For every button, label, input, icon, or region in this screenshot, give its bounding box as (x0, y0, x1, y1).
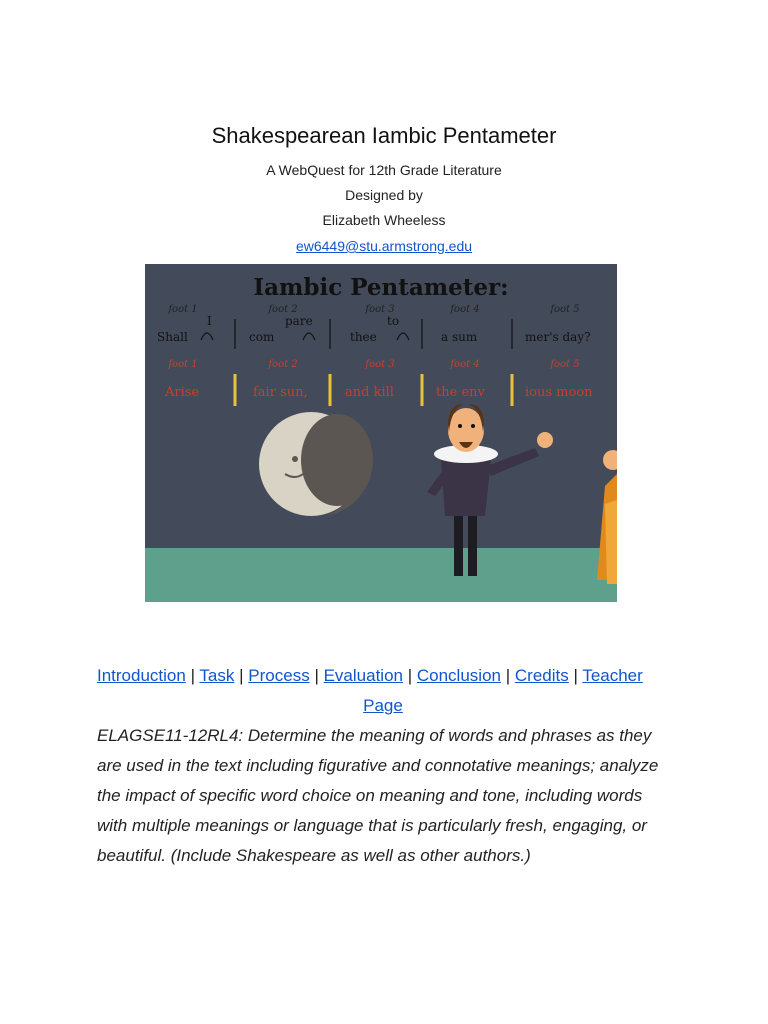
row2-word: the env (436, 385, 485, 400)
row1-syllable: a sum (441, 330, 478, 344)
designed-by-label: Designed by (345, 187, 423, 203)
iambic-pentameter-image (145, 264, 617, 602)
row1-syllable: to (387, 314, 400, 328)
nav-separator: | (573, 666, 578, 685)
row1-foot-label: foot 2 (268, 304, 298, 315)
row1-syllable: com (249, 330, 275, 344)
nav-separator: | (407, 666, 413, 685)
nav-link-teacher-page-cont[interactable]: Page (363, 696, 403, 715)
nav-link-introduction[interactable]: Introduction (97, 666, 186, 685)
nav-link-task[interactable]: Task (199, 666, 235, 685)
row2-foot-label: foot 3 (365, 359, 395, 370)
row2-foot-label: foot 4 (450, 359, 480, 370)
row2-foot-label: foot 1 (168, 359, 198, 370)
nav-link-teacher-page[interactable]: Teacher (582, 666, 643, 685)
row1-syllable: mer's day? (525, 330, 591, 344)
row2-foot-label: foot 2 (268, 359, 298, 370)
nav-link-evaluation[interactable]: Evaluation (323, 666, 403, 685)
standard-description: ELAGSE11-12RL4: Determine the meaning of words and phrases as they are used in the text including figurative and connotative meanings; analyze the impact of specific word choice on meaning and tone, including words with multiple meanings or language that is particularly fresh, engaging, or beautiful. (Include Shakespeare as well as other authors.) (97, 726, 659, 865)
row2-word: ious moon (525, 385, 593, 400)
navigation-links (97, 661, 669, 721)
row1-syllable: pare (285, 314, 313, 328)
author-email-link[interactable]: ew6449@stu.armstrong.edu (295, 238, 473, 254)
email-container (0, 238, 768, 254)
nav-separator: | (190, 666, 195, 685)
row1-foot-label: foot 3 (365, 304, 395, 315)
page-title: Shakespearean Iambic Pentameter (211, 123, 557, 148)
image-heading: Iambic Pentameter: (253, 274, 509, 301)
nav-link-credits[interactable]: Credits (514, 666, 569, 685)
nav-separator: | (314, 666, 319, 685)
row2-word: fair sun, (253, 385, 308, 400)
nav-link-process[interactable]: Process (248, 666, 310, 685)
nav-line2 (97, 691, 669, 721)
row1-syllable: I (207, 314, 212, 328)
row2-foot-label: foot 5 (550, 359, 580, 370)
author-name: Elizabeth Wheeless (322, 212, 446, 228)
row2-word: Arise (165, 385, 200, 400)
row1-syllable: Shall (157, 330, 188, 344)
row1-foot-label: foot 4 (450, 304, 480, 315)
row1-foot-label: foot 1 (168, 304, 198, 315)
row1-foot-label: foot 5 (550, 304, 580, 315)
nav-separator: | (239, 666, 244, 685)
row2-word: and kill (345, 385, 394, 400)
moon-illustration (259, 412, 373, 516)
nav-separator: | (505, 666, 511, 685)
nav-link-conclusion[interactable]: Conclusion (416, 666, 501, 685)
row1-syllable: thee (350, 330, 377, 344)
subtitle: A WebQuest for 12th Grade Literature (266, 162, 502, 178)
